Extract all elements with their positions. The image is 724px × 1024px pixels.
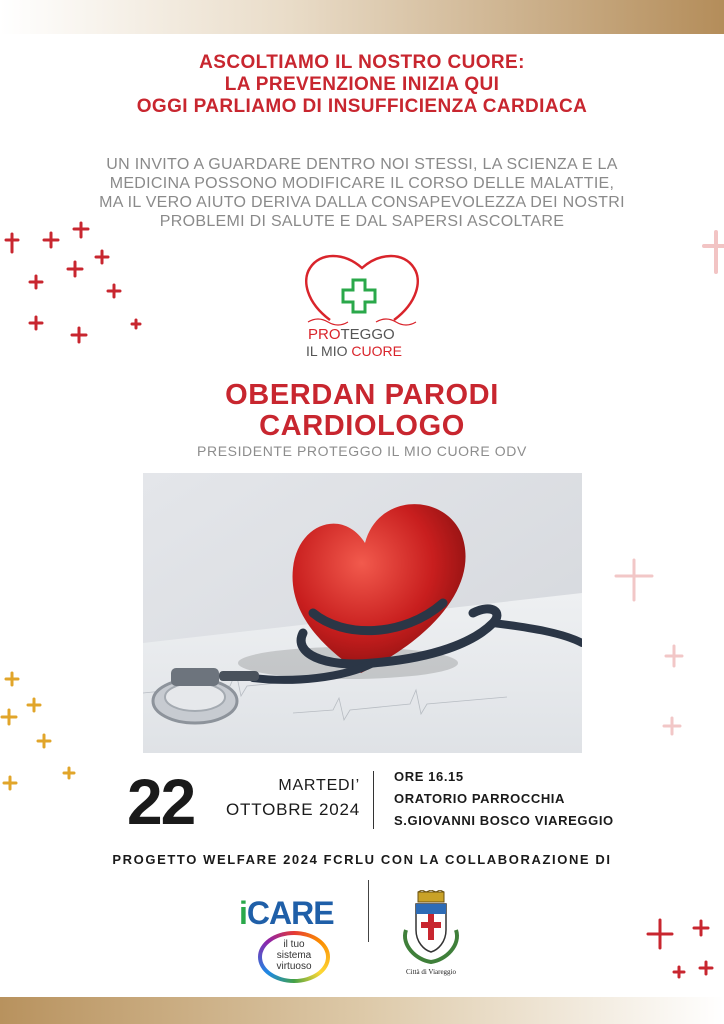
icare-logo [236, 895, 346, 990]
intro-text [0, 155, 724, 231]
bottom-gold-bar [0, 997, 724, 1024]
icare-tagline [258, 939, 330, 972]
heart-stethoscope-photo [143, 473, 582, 753]
decorative-crosses-right-bottom [640, 910, 724, 990]
city-crest-icon [396, 890, 466, 980]
event-day: 22 [127, 766, 195, 838]
speaker-title: CARDIOLOGO [259, 410, 465, 442]
icare-tag-2: sistema [276, 950, 312, 961]
headline-line-2: LA PREVENZIONE INIZIA QUI [224, 74, 500, 95]
intro-line-3: MA IL VERO AIUTO DERIVA DALLA CONSAPEVOLEZZA DEI NOSTRI [99, 194, 625, 211]
city-label: Città di Viareggio [406, 968, 456, 976]
intro-line-2: MEDICINA POSSONO MODIFICARE IL CORSO DELLE MALATTIE, [109, 175, 615, 192]
headline-line-3: OGGI PARLIAMO DI INSUFFICIENZA CARDIACA [136, 96, 588, 117]
event-time: ORE 16.15 [394, 769, 464, 784]
logo-divider [368, 880, 369, 942]
speaker-role: PRESIDENTE PROTEGGO IL MIO CUORE ODV [197, 443, 527, 459]
logo-il-mio: IL MIO [306, 343, 352, 359]
event-month-year: OTTOBRE 2024 [225, 800, 360, 819]
headline-line-1: ASCOLTIAMO IL NOSTRO CUORE: [199, 52, 525, 73]
decorative-crosses-left-gold [0, 665, 80, 795]
event-weekday: MARTEDI’ [278, 777, 360, 794]
event-venue-line-1: ORATORIO PARROCCHIA [394, 791, 566, 806]
intro-line-1: UN INVITO A GUARDARE DENTRO NOI STESSI, LA SCIENZA E LA [106, 156, 618, 173]
decorative-crosses-right-mid [600, 550, 724, 740]
headline [0, 52, 724, 118]
logo-pro: PRO [308, 326, 341, 343]
event-place [394, 766, 614, 832]
date-divider [373, 771, 374, 829]
top-gold-bar [0, 0, 724, 34]
speaker-block [0, 380, 724, 442]
icare-tag-3: virtuoso [276, 961, 312, 972]
decorative-crosses-left [0, 215, 150, 345]
icare-tag-1: il tuo [283, 939, 305, 950]
event-date [200, 774, 360, 822]
icare-wordmark [239, 895, 334, 932]
icare-i: i [239, 895, 247, 931]
speaker-name: OBERDAN PARODI [225, 379, 499, 411]
logo-cuore: CUORE [351, 343, 402, 359]
logo-teggo: TEGGO [340, 326, 395, 343]
icare-rest: CARE [246, 895, 334, 931]
intro-line-4: PROBLEMI DI SALUTE E DAL SAPERSI ASCOLTARE [159, 213, 565, 230]
proteggo-logo [300, 250, 424, 370]
project-credit: PROGETTO WELFARE 2024 FCRLU CON LA COLLABORAZIONE DI [112, 852, 612, 867]
event-venue-line-2: S.GIOVANNI BOSCO VIAREGGIO [394, 813, 614, 828]
